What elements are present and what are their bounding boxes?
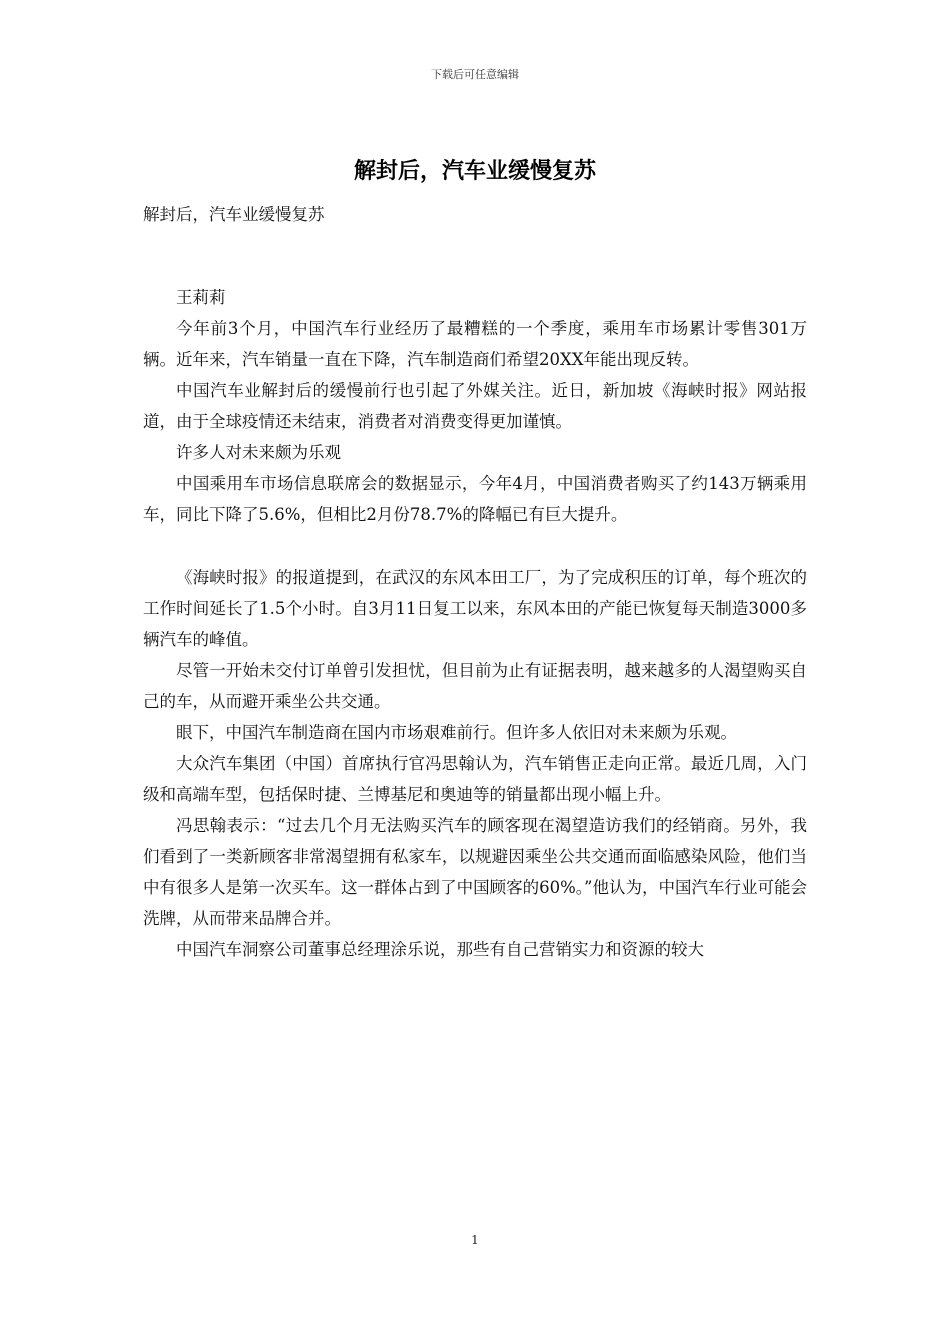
blank-line: [143, 530, 807, 562]
document-body: [143, 199, 807, 965]
page-header: 下载后可任意编辑: [431, 68, 519, 81]
paragraph: 《海峡时报》的报道提到，在武汉的东风本田工厂，为了完成积压的订单，每个班次的工作时间延长了1.5个小时。自3月11日复工以来，东风本田的产能已恢复每天制造3000多辆汽车的峰值。: [143, 568, 807, 649]
paragraph: 尽管一开始未交付订单曾引发担忧，但目前为止有证据表明，越来越多的人渴望购买自己的车，从而避开乘坐公共交通。: [143, 661, 807, 711]
paragraph: 中国汽车业解封后的缓慢前行也引起了外媒关注。近日，新加坡《海峡时报》网站报道，由于全球疫情还未结束，消费者对消费变得更加谨慎。: [143, 381, 807, 431]
blank-line: [143, 230, 807, 282]
section-heading: 许多人对未来颇为乐观: [176, 443, 341, 462]
paragraph: 今年前3个月，中国汽车行业经历了最糟糕的一个季度，乘用车市场累计零售301万辆。近年来，汽车销量一直在下降，汽车制造商们希望20XX年能出现反转。: [143, 319, 807, 369]
paragraph: 眼下，中国汽车制造商在国内市场艰难前行。但许多人依旧对未来颇为乐观。: [176, 723, 737, 742]
paragraph: 中国乘用车市场信息联席会的数据显示，今年4月，中国消费者购买了约143万辆乘用车，同比下降了5.6%，但相比2月份78.7%的降幅已有巨大提升。: [143, 474, 807, 524]
document-title: 解封后，汽车业缓慢复苏: [353, 158, 596, 184]
paragraph: 冯思翰表示：“过去几个月无法购买汽车的顾客现在渴望造访我们的经销商。另外，我们看到了一类新顾客非常渴望拥有私家车，以规避因乘坐公共交通而面临感染风险，他们当中有很多人是第一次买车。这一群体占到了中国顾客的60%。”他认为，中国汽车行业可能会洗牌，从而带来品牌合并。: [143, 816, 807, 928]
author: 王莉莉: [176, 288, 226, 307]
subtitle: 解封后，汽车业缓慢复苏: [143, 205, 325, 224]
paragraph: 中国汽车洞察公司董事总经理涂乐说，那些有自己营销实力和资源的较大: [176, 940, 704, 959]
page-number: 1: [471, 1233, 479, 1247]
paragraph: 大众汽车集团（中国）首席执行官冯思翰认为，汽车销售正走向正常。最近几周，入门级和高端车型，包括保时捷、兰博基尼和奥迪等的销量都出现小幅上升。: [143, 754, 807, 804]
